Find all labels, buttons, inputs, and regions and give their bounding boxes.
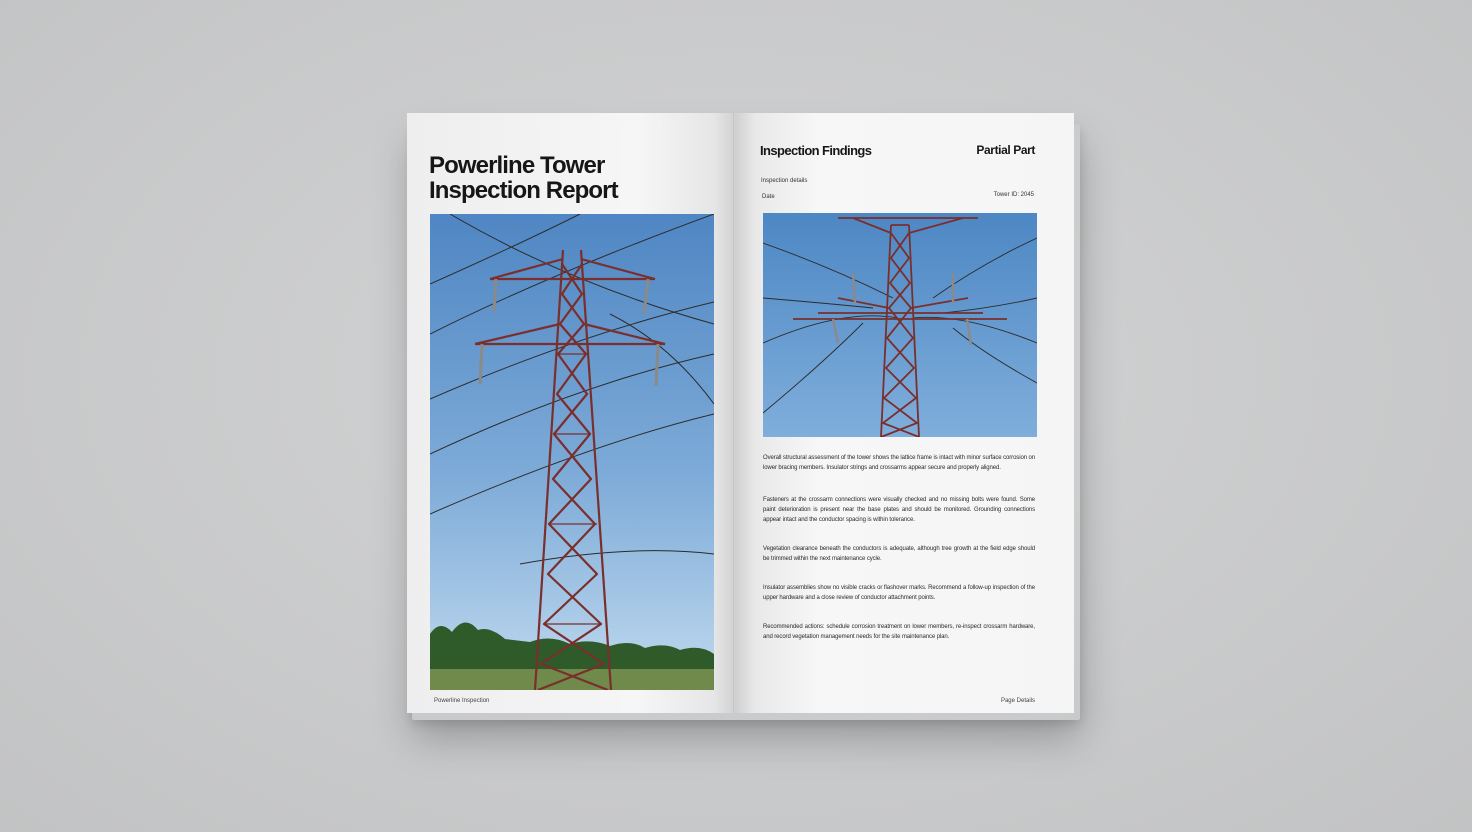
meta-date: Date (762, 194, 775, 200)
right-page-footer: Page Details (1000, 698, 1035, 704)
findings-paragraph: Insulator assemblies show no visible cracks or flashover marks. Recommend a follow-up inspection of the upper hardware and a close review of conductor attachment points. (763, 585, 1035, 601)
findings-paragraph: Overall structural assessment of the tower shows the lattice frame is intact with minor surface corrosion on lower bracing members. Insulator strings and crossarms appear secure and properly aligned. (763, 455, 1035, 471)
meta-tower-id: Tower ID: 2045 (993, 192, 1034, 198)
part-label: Partial Part (976, 143, 1035, 157)
findings-heading: Inspection Findings (760, 143, 872, 158)
findings-subheading: Inspection details (761, 178, 808, 184)
tower-photo-svg (430, 214, 714, 690)
cover-tower-photo (430, 214, 714, 690)
left-page (407, 113, 737, 713)
right-page (735, 113, 1074, 713)
cover-title-line-2: Inspection Report (429, 177, 618, 204)
cover-title-line-1: Powerline Tower (429, 152, 605, 179)
sky (430, 214, 714, 690)
findings-photo-svg (763, 213, 1037, 437)
findings-paragraph: Fasteners at the crossarm connections were visually checked and no missing bolts were found. Some paint deterioration is present near the base plates and should be monitored. Grounding connections appear intact and the conductor spacing is within tolerance. (763, 497, 1035, 523)
left-page-footer: Powerline Inspection (434, 698, 490, 704)
findings-paragraph: Recommended actions: schedule corrosion treatment on lower members, re-inspect crossarm hardware, and record vegetation management needs for the site maintenance plan. (763, 624, 1035, 640)
cover-title (429, 153, 719, 203)
findings-tower-photo (763, 213, 1037, 437)
findings-paragraph: Vegetation clearance beneath the conductors is adequate, although tree growth at the field edge should be trimmed within the next maintenance cycle. (763, 546, 1035, 562)
